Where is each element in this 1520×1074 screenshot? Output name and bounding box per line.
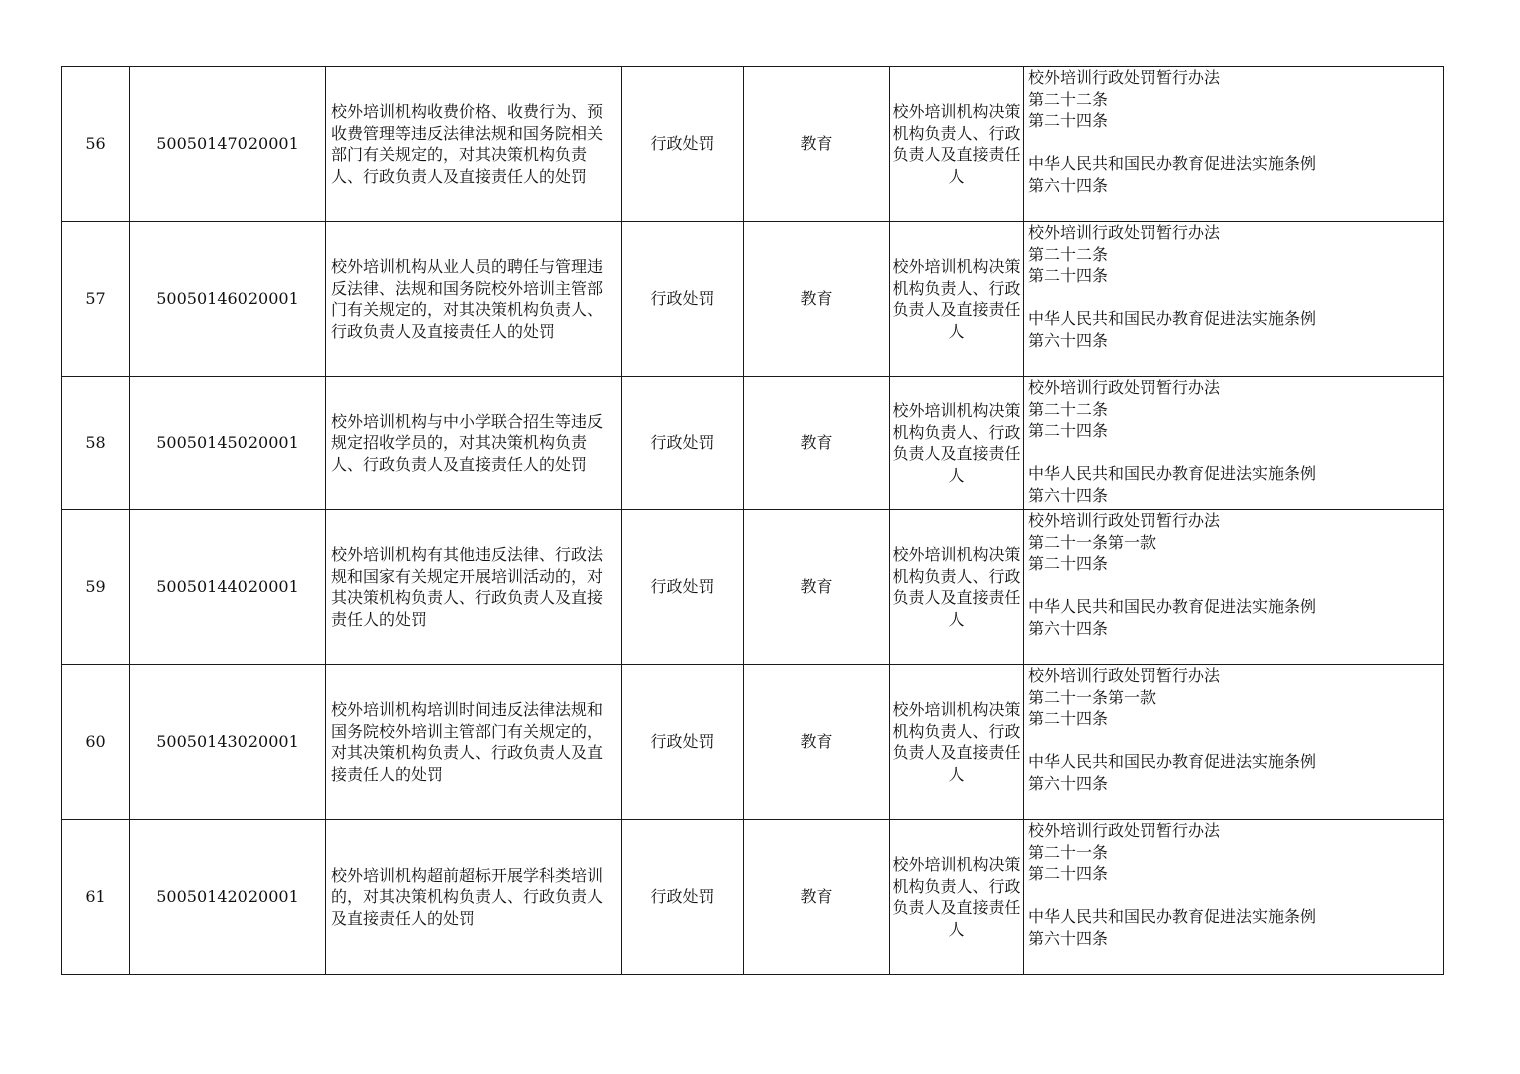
table-row [62,510,1444,665]
item-department: 教育 [744,665,890,820]
item-matter: 校外培训机构超前超标开展学科类培训的，对其决策机构负责人、行政负责人及直接责任人的处罚 [326,820,622,975]
item-subject: 校外培训机构决策机构负责人、行政负责人及直接责任人 [890,222,1024,377]
table-row [62,665,1444,820]
basis-line: 第六十四条 [1028,485,1109,505]
item-code: 50050145020001 [130,377,326,510]
basis-line: 第二十四条 [1028,266,1109,285]
basis-line: 中华人民共和国民办教育促进法实施条例 [1028,464,1317,483]
basis-line: 第二十四条 [1028,111,1109,130]
item-department: 教育 [744,222,890,377]
basis-line: 第六十四条 [1028,618,1109,638]
row-index: 61 [62,820,130,975]
item-matter: 校外培训机构有其他违反法律、行政法规和国家有关规定开展培训活动的，对其决策机构负责人、行政负责人及直接责任人的处罚 [326,510,622,665]
basis-line: 中华人民共和国民办教育促进法实施条例 [1028,597,1317,616]
item-type: 行政处罚 [622,377,744,510]
item-legal-basis [1024,377,1444,510]
item-type: 行政处罚 [622,222,744,377]
basis-line: 中华人民共和国民办教育促进法实施条例 [1028,154,1317,173]
basis-line: 校外培训行政处罚暂行办法 [1028,68,1221,87]
item-type: 行政处罚 [622,510,744,665]
basis-line: 第六十四条 [1028,928,1109,948]
table-row [62,222,1444,377]
item-legal-basis [1024,510,1444,665]
penalty-items-table [61,66,1444,975]
basis-line: 第二十一条第一款 [1028,687,1157,707]
basis-line: 校外培训行政处罚暂行办法 [1028,378,1221,397]
item-code: 50050143020001 [130,665,326,820]
basis-line [1028,575,1443,597]
item-department: 教育 [744,820,890,975]
basis-line: 第二十四条 [1028,554,1109,573]
item-subject: 校外培训机构决策机构负责人、行政负责人及直接责任人 [890,820,1024,975]
basis-line: 第二十四条 [1028,421,1109,440]
item-matter: 校外培训机构收费价格、收费行为、预收费管理等违反法律法规和国务院相关部门有关规定的，对其决策机构负责人、行政负责人及直接责任人的处罚 [326,67,622,222]
item-subject: 校外培训机构决策机构负责人、行政负责人及直接责任人 [890,67,1024,222]
row-index: 60 [62,665,130,820]
basis-line: 第二十二条 [1028,244,1109,264]
basis-line: 中华人民共和国民办教育促进法实施条例 [1028,752,1317,771]
item-code: 50050142020001 [130,820,326,975]
basis-line: 中华人民共和国民办教育促进法实施条例 [1028,907,1317,926]
row-index: 59 [62,510,130,665]
item-code: 50050146020001 [130,222,326,377]
item-subject: 校外培训机构决策机构负责人、行政负责人及直接责任人 [890,665,1024,820]
item-subject: 校外培训机构决策机构负责人、行政负责人及直接责任人 [890,377,1024,510]
table-row [62,820,1444,975]
basis-line: 校外培训行政处罚暂行办法 [1028,511,1221,530]
item-legal-basis [1024,67,1444,222]
basis-line: 校外培训行政处罚暂行办法 [1028,666,1221,685]
item-code: 50050144020001 [130,510,326,665]
item-type: 行政处罚 [622,665,744,820]
item-subject: 校外培训机构决策机构负责人、行政负责人及直接责任人 [890,510,1024,665]
basis-line [1028,885,1443,907]
basis-line: 校外培训行政处罚暂行办法 [1028,821,1221,840]
basis-line: 第二十四条 [1028,864,1109,883]
basis-line [1028,287,1443,309]
basis-line: 中华人民共和国民办教育促进法实施条例 [1028,309,1317,328]
item-legal-basis [1024,222,1444,377]
basis-line: 校外培训行政处罚暂行办法 [1028,223,1221,242]
table-row [62,67,1444,222]
item-type: 行政处罚 [622,67,744,222]
row-index: 57 [62,222,130,377]
item-matter: 校外培训机构与中小学联合招生等违反规定招收学员的，对其决策机构负责人、行政负责人及直接责任人的处罚 [326,377,622,510]
basis-line: 第二十二条 [1028,89,1109,109]
row-index: 56 [62,67,130,222]
basis-line: 第二十四条 [1028,709,1109,728]
basis-line: 第二十一条 [1028,842,1109,862]
item-department: 教育 [744,377,890,510]
row-index: 58 [62,377,130,510]
item-department: 教育 [744,67,890,222]
item-legal-basis [1024,820,1444,975]
basis-line [1028,730,1443,752]
item-legal-basis [1024,665,1444,820]
table-row [62,377,1444,510]
item-matter: 校外培训机构培训时间违反法律法规和国务院校外培训主管部门有关规定的，对其决策机构负责人、行政负责人及直接责任人的处罚 [326,665,622,820]
basis-line: 第六十四条 [1028,330,1109,350]
basis-line: 第六十四条 [1028,175,1109,195]
basis-line: 第二十二条 [1028,399,1109,419]
item-department: 教育 [744,510,890,665]
basis-line [1028,132,1443,154]
basis-line [1028,442,1443,464]
item-type: 行政处罚 [622,820,744,975]
basis-line: 第二十一条第一款 [1028,532,1157,552]
basis-line: 第六十四条 [1028,773,1109,793]
item-code: 50050147020001 [130,67,326,222]
item-matter: 校外培训机构从业人员的聘任与管理违反法律、法规和国务院校外培训主管部门有关规定的，对其决策机构负责人、行政负责人及直接责任人的处罚 [326,222,622,377]
